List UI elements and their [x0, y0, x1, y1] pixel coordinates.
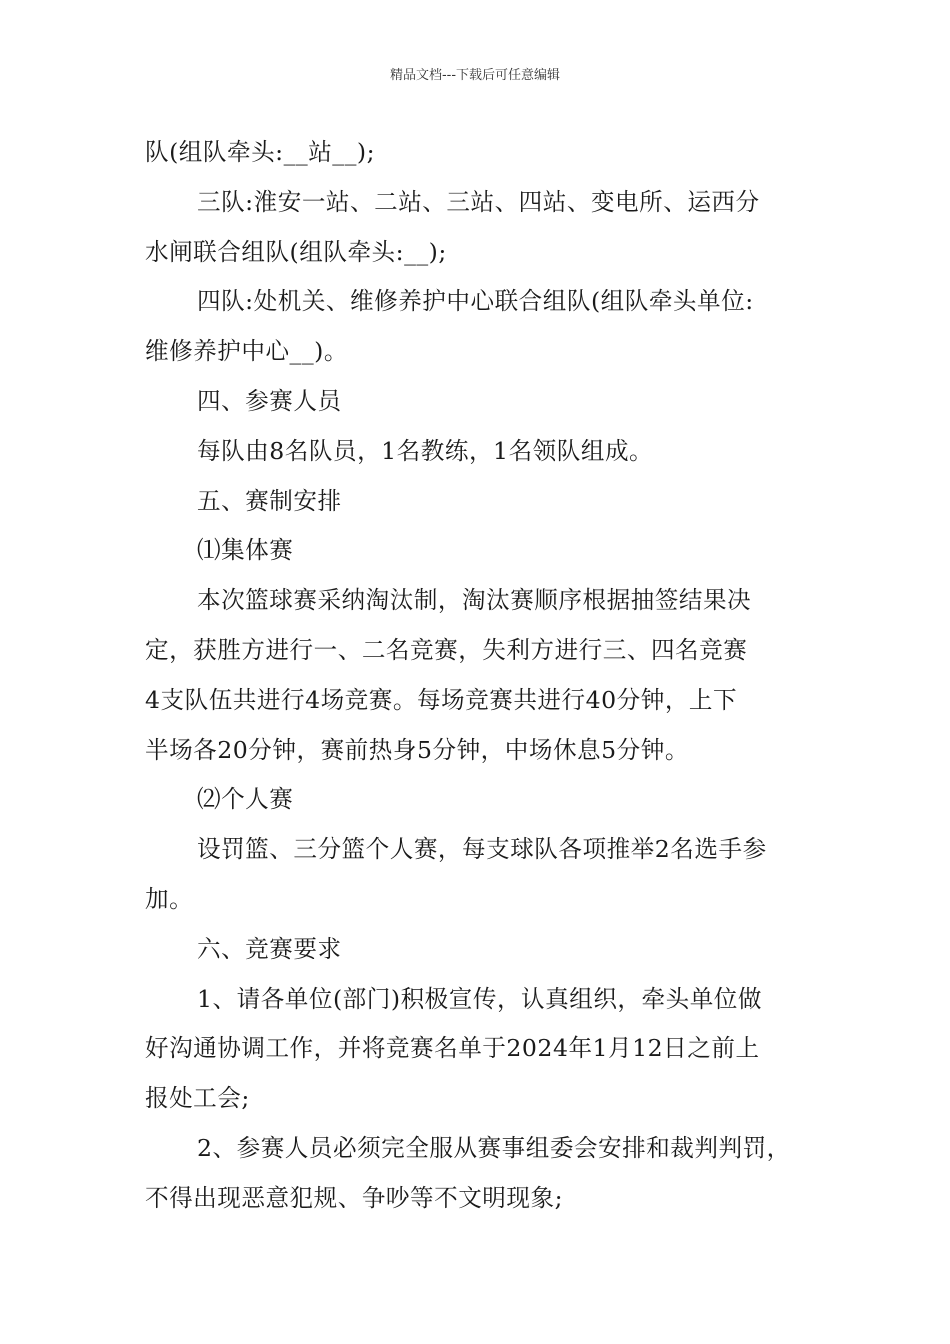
text-line: 维修养护中心__)。 — [145, 337, 348, 366]
text-line: 2、参赛人员必须完全服从赛事组委会安排和裁判判罚， — [197, 1133, 791, 1162]
section-heading: 五、赛制安排 — [197, 486, 342, 515]
text-line: 四队:处机关、维修养护中心联合组队(组队牵头单位: — [197, 287, 754, 316]
subsection-heading: ⑴集体赛 — [197, 536, 294, 565]
text-line: 不得出现恶意犯规、争吵等不文明现象; — [145, 1183, 564, 1212]
text-line: 加。 — [145, 884, 194, 913]
text-line: 本次篮球赛采纳淘汰制，淘汰赛顺序根据抽签结果决 — [197, 586, 752, 615]
section-heading: 六、竞赛要求 — [197, 934, 342, 963]
page-header: 精品文档---下载后可任意编辑 — [389, 68, 561, 83]
text-line: 定，获胜方进行一、二名竞赛，失利方进行三、四名竞赛 — [145, 635, 748, 664]
text-line: 队(组队牵头:__站__); — [145, 138, 376, 166]
text-line: 设罚篮、三分篮个人赛，每支球队各项推举2名选手参 — [197, 835, 767, 864]
section-heading: 四、参赛人员 — [197, 386, 342, 415]
document-body — [145, 128, 810, 1224]
text-line: 三队:淮安一站、二站、三站、四站、变电所、运西分 — [197, 187, 760, 216]
text-line: 1、请各单位(部门)积极宣传，认真组织，牵头单位做 — [197, 984, 762, 1013]
text-line: 水闸联合组队(组队牵头:__); — [145, 237, 447, 266]
text-line: 每队由8名队员，1名教练，1名领队组成。 — [197, 436, 654, 465]
text-line: 好沟通协调工作，并将竞赛名单于2024年1月12日之前上 — [145, 1034, 760, 1063]
text-line: 4支队伍共进行4场竞赛。每场竞赛共进行40分钟，上下 — [145, 685, 738, 714]
text-line: 报处工会; — [145, 1084, 250, 1113]
subsection-heading: ⑵个人赛 — [197, 785, 294, 814]
text-line: 半场各20分钟，赛前热身5分钟，中场休息5分钟。 — [145, 735, 689, 764]
